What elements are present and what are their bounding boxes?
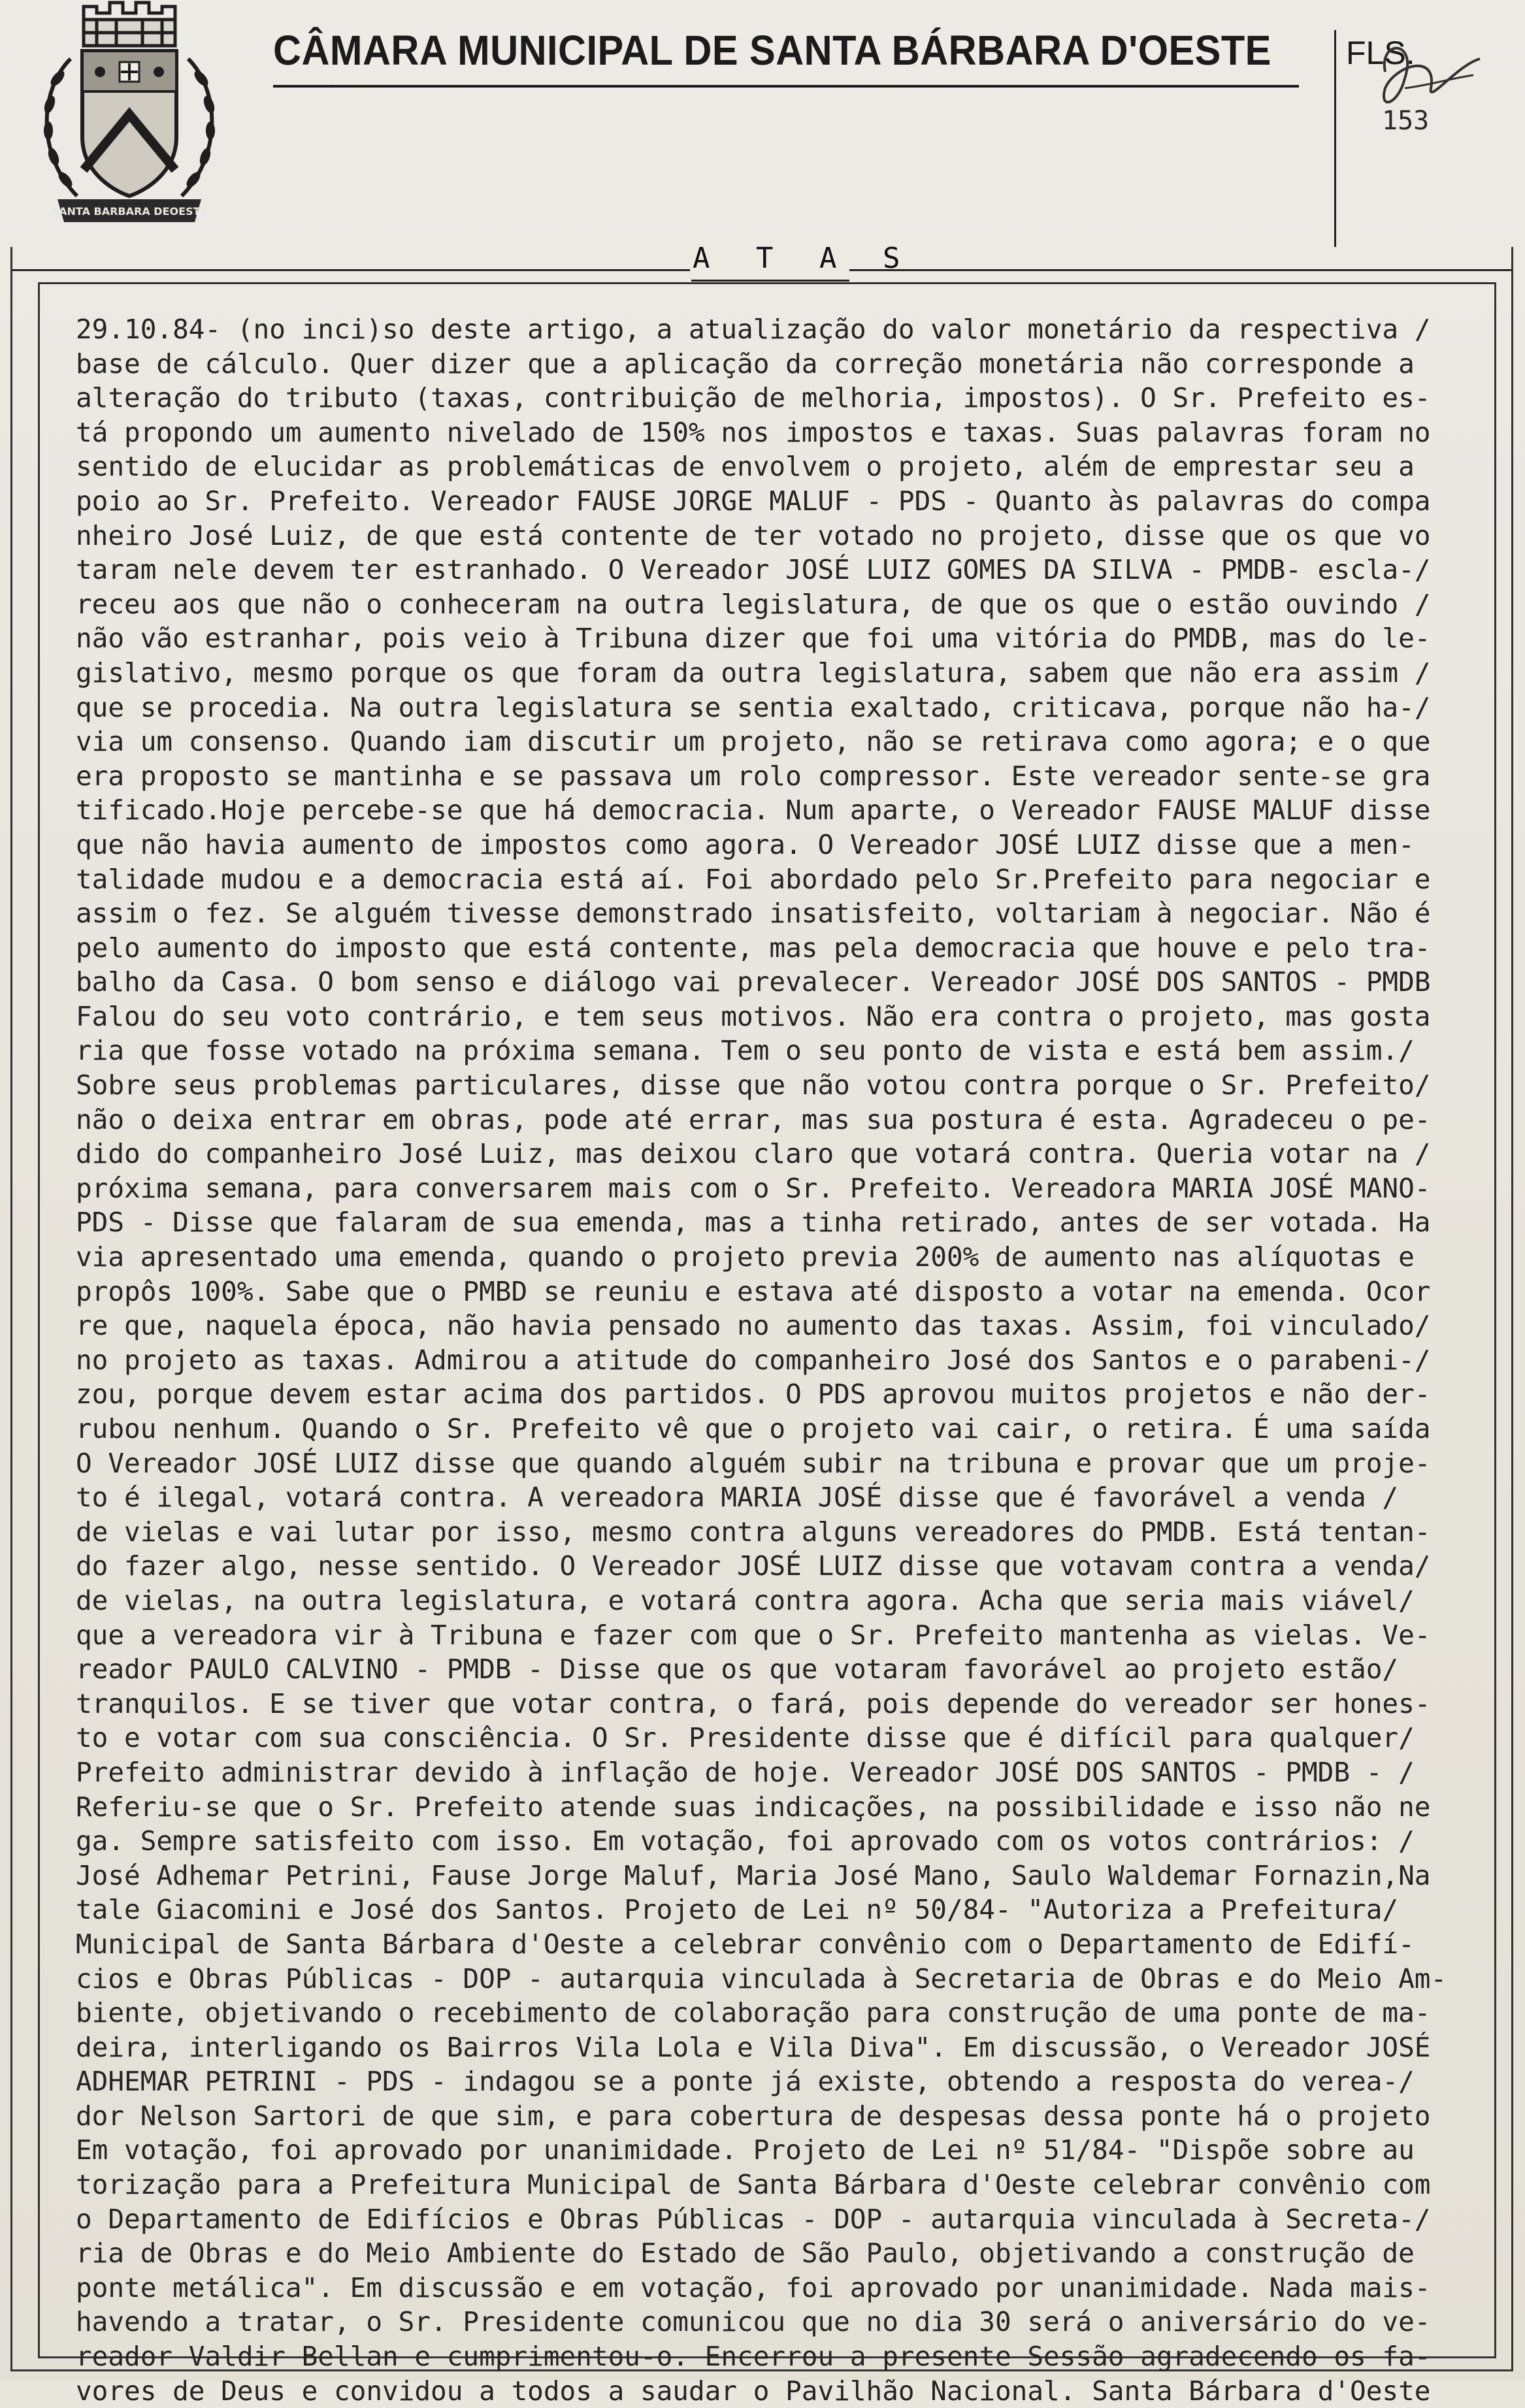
body-line: Prefeito administrar devido à inflação de hoje. Vereador JOSÉ DOS SANTOS - PMDB - / [76,1756,1415,1788]
body-line: deira, interligando os Bairros Vila Lola e Vila Diva". Em discussão, o Vereador JOSÉ [76,2031,1431,2063]
folio-label: FLS. [1346,35,1415,71]
body-line: dido do companheiro José Luiz, mas deixou claro que votará contra. Queria votar na / [76,1138,1431,1170]
body-line: alteração do tributo (taxas, contribuição de melhoria, impostos). O Sr. Prefeito es- [76,382,1431,414]
body-line: vores de Deus e convidou a todos a saudar o Pavilhão Nacional. Santa Bárbara d'Oeste [76,2375,1431,2407]
body-line: José Adhemar Petrini, Fause Jorge Maluf, Maria José Mano, Saulo Waldemar Fornazin,Na [76,1859,1431,1891]
body-line: gislativo, mesmo porque os que foram da outra legislatura, sabem que não era assim / [76,657,1431,689]
body-line: dor Nelson Sartori de que sim, e para cobertura de despesas dessa ponte há o projeto [76,2100,1431,2132]
body-line: ria de Obras e do Meio Ambiente do Estado de São Paulo, objetivando a construção de [76,2237,1415,2270]
body-line: cios e Obras Públicas - DOP - autarquia vinculada à Secretaria de Obras e do Meio Am- [76,1962,1447,1994]
municipal-crest-icon [31,0,227,235]
body-line: tá propondo um aumento nivelado de 150% nos impostos e taxas. Suas palavras foram no [76,416,1431,448]
body-line: torização para a Prefeitura Municipal de Santa Bárbara d'Oeste celebrar convênio com [76,2169,1431,2201]
body-line: rubou nenhum. Quando o Sr. Prefeito vê que o projeto vai cair, o retira. É uma saída [76,1413,1431,1444]
body-line: via um consenso. Quando iam discutir um projeto, não se retirava como agora; e o que [76,726,1431,758]
body-line: ga. Sempre satisfeito com isso. Em votação, foi aprovado com os votos contrários: / [76,1825,1415,1857]
body-line: tificado.Hoje percebe-se que há democracia. Num aparte, o Vereador FAUSE MALUF disse [76,794,1431,826]
body-line: que se procedia. Na outra legislatura se sentia exaltado, criticava, porque não ha-/ [76,691,1431,723]
body-line: taram nele devem ter estranhado. O Vereador JOSÉ LUIZ GOMES DA SILVA - PMDB- escla-/ [76,554,1431,586]
body-line: base de cálculo. Quer dizer que a aplicação da correção monetária não corresponde a [76,348,1415,380]
body-line: 29.10.84- (no inci)so deste artigo, a atualização do valor monetário da respectiva / [76,314,1431,345]
body-line: do fazer algo, nesse sentido. O Vereador JOSÉ LUIZ disse que votavam contra a venda/ [76,1550,1431,1582]
body-line: to é ilegal, votará contra. A vereadora MARIA JOSÉ disse que é favorável a venda / [76,1482,1399,1514]
header-divider [1334,30,1336,247]
body-line: PDS - Disse que falaram de sua emenda, mas a tinha retirado, antes de ser votada. Ha [76,1207,1431,1239]
body-line: Municipal de Santa Bárbara d'Oeste a celebrar convênio com o Departamento de Edifí- [76,1928,1415,1960]
body-line: talidade mudou e a democracia está aí. Foi abordado pelo Sr.Prefeito para negociar e [76,863,1431,895]
body-line: tranquilos. E se tiver que votar contra, o fará, pois depende do vereador ser hones- [76,1687,1431,1719]
body-line: próxima semana, para conversarem mais com o Sr. Prefeito. Vereadora MARIA JOSÉ MANO- [76,1172,1431,1204]
body-line: o Departamento de Edifícios e Obras Públicas - DOP - autarquia vinculada à Secreta-/ [76,2203,1431,2235]
body-line: reador PAULO CALVINO - PMDB - Disse que os que votaram favorável ao projeto estão/ [76,1653,1399,1685]
body-line: re que, naquela época, não havia pensado no aumento das taxas. Assim, foi vinculado/ [76,1310,1431,1342]
body-line: zou, porque devem estar acima dos partidos. O PDS aprovou muitos projetos e não der- [76,1378,1431,1410]
body-line: propôs 100%. Sabe que o PMBD se reuniu e estava até disposto a votar na emenda. Ocor [76,1275,1431,1307]
body-line: O Vereador JOSÉ LUIZ disse que quando alguém subir na tribuna e provar que um proje- [76,1447,1431,1479]
body-line: não o deixa entrar em obras, pode até errar, mas sua postura é esta. Agradeceu o pe- [76,1103,1431,1135]
body-line: que não havia aumento de impostos como agora. O Vereador JOSÉ LUIZ disse que a men- [76,828,1415,860]
body-line: sentido de elucidar as problemáticas de envolvem o projeto, além de emprestar seu a [76,451,1415,483]
body-line: reador Valdir Bellan e cumprimentou-o. Encerrou a presente Sessão agradecendo os fa- [76,2341,1431,2373]
crest-motto: SANTA BARBARA DEOESTE [51,205,208,218]
body-line: assim o fez. Se alguém tivesse demonstrado insatisfeito, voltariam à negociar. Não é [76,898,1431,930]
body-line: via apresentado uma emenda, quando o projeto previa 200% de aumento nas alíquotas e [76,1241,1415,1273]
body-line: balho da Casa. O bom senso e diálogo vai prevalecer. Vereador JOSÉ DOS SANTOS - PMDB [76,966,1431,998]
body-line: biente, objetivando o recebimento de colaboração para construção de uma ponte de ma- [76,1997,1431,2029]
body-line: ADHEMAR PETRINI - PDS - indagou se a ponte já existe, obtendo a resposta do verea-/ [76,2066,1415,2098]
body-line: tale Giacomini e José dos Santos. Projeto de Lei nº 50/84- "Autoriza a Prefeitura/ [76,1894,1399,1926]
body-line: no projeto as taxas. Admirou a atitude do companheiro José dos Santos e o parabeni-/ [76,1344,1431,1376]
body-line: Falou do seu voto contrário, e tem seus motivos. Não era contra o projeto, mas gosta [76,1000,1431,1032]
body-line: ria que fosse votado na próxima semana. Tem o seu ponto de vista e está bem assim./ [76,1035,1415,1067]
body-line: poio ao Sr. Prefeito. Vereador FAUSE JORGE MALUF - PDS - Quanto às palavras do compa [76,485,1431,517]
minutes-body [76,312,1481,2408]
title-underline [273,85,1299,88]
body-line: ponte metálica". Em discussão e em votação, foi aprovado por unanimidade. Nada mais- [76,2271,1431,2303]
section-title: A T A S [693,242,915,275]
body-line: havendo a tratar, o Sr. Presidente comunicou que no dia 30 será o aniversário do ve- [76,2306,1431,2338]
body-line: Em votação, foi aprovado por unanimidade. Projeto de Lei nº 51/84- "Dispõe sobre au [76,2134,1415,2166]
body-line: pelo aumento do imposto que está contente, mas pela democracia que houve e pelo tra- [76,932,1431,964]
body-line: Referiu-se que o Sr. Prefeito atende suas indicações, na possibilidade e isso não ne [76,1791,1431,1823]
body-line: nheiro José Luiz, de que está contente de ter votado no projeto, disse que os que vo [76,519,1431,551]
body-line: que a vereadora vir à Tribuna e fazer com que o Sr. Prefeito mantenha as vielas. Ve- [76,1619,1431,1651]
body-line: to e votar com sua consciência. O Sr. Presidente disse que é difícil para qualquer/ [76,1722,1415,1754]
page-number: 153 [1382,106,1430,136]
body-line: Sobre seus problemas particulares, disse que não votou contra porque o Sr. Prefeito/ [76,1069,1431,1101]
body-line: de vielas e vai lutar por isso, mesmo contra alguns vereadores do PMDB. Está tentan- [76,1516,1431,1548]
document-title: CÂMARA MUNICIPAL DE SANTA BÁRBARA D'OESTE [273,27,1271,74]
body-line: de vielas, na outra legislatura, e votará contra agora. Acha que seria mais viável/ [76,1584,1415,1616]
body-line: era proposto se mantinha e se passava um rolo compressor. Este vereador sente-se gra [76,760,1431,792]
body-line: não vão estranhar, pois veio à Tribuna dizer que foi uma vitória do PMDB, mas do le- [76,623,1431,655]
body-line: receu aos que não o conheceram na outra legislatura, de que os que o estão ouvindo / [76,588,1431,620]
